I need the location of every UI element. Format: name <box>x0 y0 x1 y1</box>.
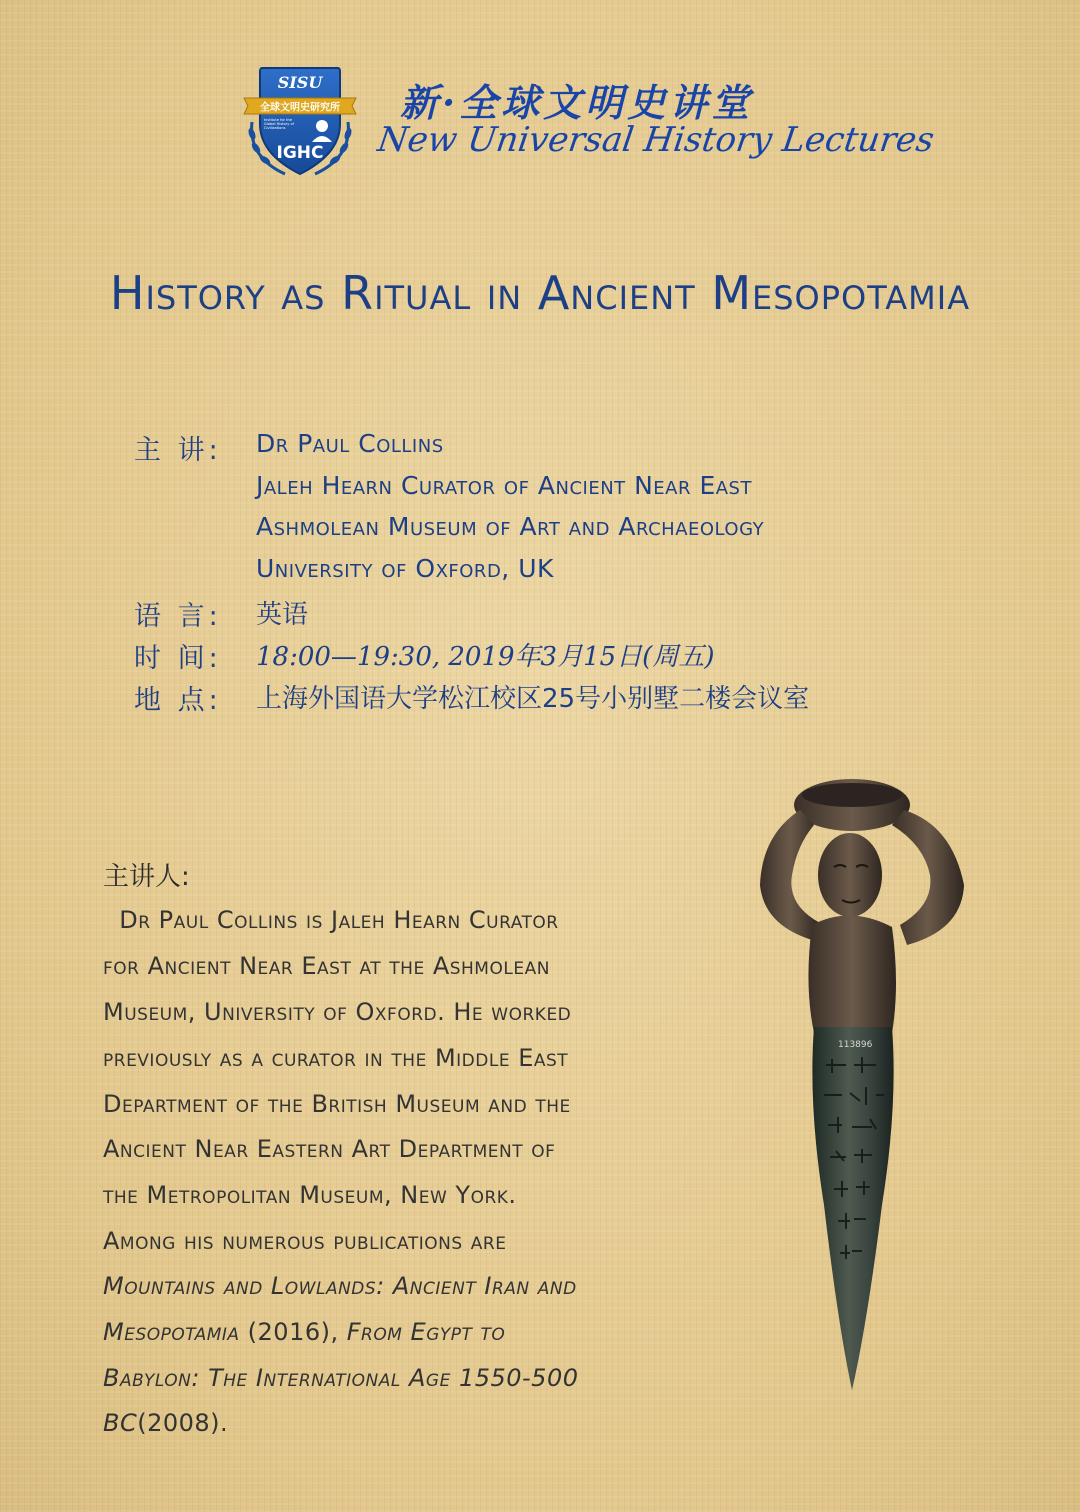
inventory-number: 113896 <box>838 1040 873 1050</box>
publication-title: BC <box>103 1409 138 1437</box>
bio-line: Museum, University of Oxford. He worked <box>103 998 572 1026</box>
logo-bottom-text: IGHC <box>276 143 324 163</box>
lecture-title: History as Ritual in Ancient Mesopotamia <box>109 266 971 320</box>
bio-line: Dr Paul Collins is Jaleh Hearn Curator <box>103 906 559 934</box>
speaker-label: 主 讲: <box>134 435 222 466</box>
language-label: 语 言: <box>134 601 222 632</box>
bio-heading: 主讲人: <box>103 862 190 892</box>
speaker-university: University of Oxford, UK <box>256 554 554 583</box>
bio-line: the Metropolitan Museum, New York. <box>103 1181 517 1209</box>
publication-title: Babylon: The International Age 1550-500 <box>103 1364 579 1392</box>
speaker-museum: Ashmolean Museum of Art and Archaeology <box>256 512 765 541</box>
series-title-en: New Universal History Lectures <box>375 120 937 160</box>
time-label: 时 间: <box>134 643 222 674</box>
logo-top-text: SISU <box>277 73 323 92</box>
bio-line: Department of the British Museum and the <box>103 1090 571 1118</box>
publication-title: Mountains and Lowlands: Ancient Iran and <box>103 1272 577 1300</box>
language-value: 英语 <box>256 600 309 630</box>
publication-year: (2008). <box>137 1409 229 1437</box>
bio-line <box>103 1409 228 1437</box>
time-value: 18:00—19:30, 2019年3月15日(周五) <box>256 642 715 672</box>
bio-line: Ancient Near Eastern Art Department of <box>103 1135 556 1163</box>
bio-line: Among his numerous publications are <box>103 1227 507 1255</box>
ighc-logo <box>240 62 360 182</box>
bio-line: for Ancient Near East at the Ashmolean <box>103 952 550 980</box>
logo-ribbon-text: 全球文明史研究所 <box>260 102 340 114</box>
bio-line <box>103 1318 505 1346</box>
speaker-name: Dr Paul Collins <box>256 429 444 458</box>
publication-year: (2016), <box>247 1318 339 1346</box>
publication-title: From Egypt to <box>346 1318 506 1346</box>
series-title-zh: 新·全球文明史讲堂 <box>400 80 754 125</box>
place-label: 地 点: <box>134 685 222 716</box>
place-value: 上海外国语大学松江校区25号小别墅二楼会议室 <box>256 684 810 714</box>
foundation-figure-image <box>742 765 982 1395</box>
publication-title: Mesopotamia <box>103 1318 240 1346</box>
bio-line: previously as a curator in the Middle East <box>103 1044 569 1072</box>
logo-small-text: Institute for the Global History of Civilizations <box>264 118 294 131</box>
speaker-position: Jaleh Hearn Curator of Ancient Near East <box>256 471 752 500</box>
